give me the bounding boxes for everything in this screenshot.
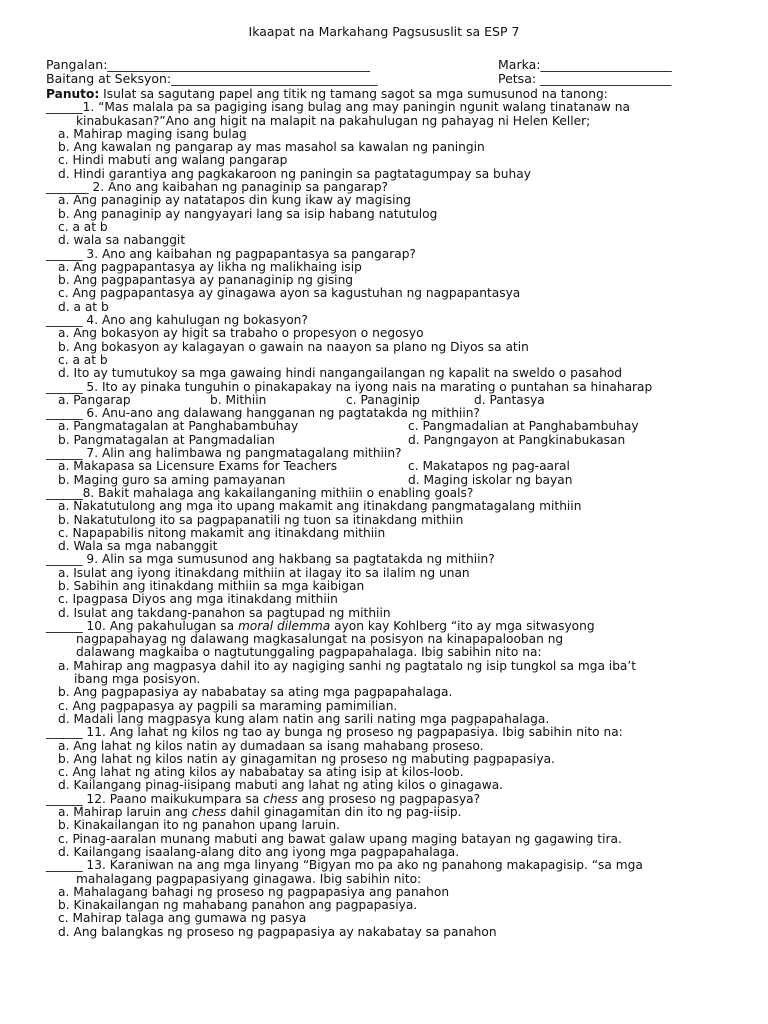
q6-option-a: a. Pangmatagalan at Panghabambuhay: [58, 419, 299, 434]
q7-option-b: b. Maging guro sa aming pamayanan: [58, 472, 286, 487]
q10-text-1: ______ 10. Ang pakahulugan sa: [46, 618, 238, 633]
question-5: ______ 5. Ito ay pinaka tunguhin o pinakapakay na iyong nais na marating o puntahan sa hinaharap: [46, 379, 653, 394]
date-field[interactable]: Petsa: _____________________: [498, 71, 672, 86]
q2-option-b: b. Ang panaginip ay nangyayari lang sa isip habang natutulog: [58, 206, 438, 221]
q12-text-1: ______ 12. Paano maikukumpara sa: [46, 791, 264, 806]
q8-option-d: d. Wala sa mga nabanggit: [58, 539, 218, 554]
q11-option-c: c. Ang lahat ng ating kilos ay nababatay sa ating isip at kilos-loob.: [58, 765, 464, 780]
question-2: _______ 2. Ano ang kaibahan ng panaginip sa pangarap?: [46, 180, 389, 195]
q9-option-b: b. Sabihin ang itinakdang mithiin sa mga kaibigan: [58, 578, 365, 593]
q12-option-a-term: chess: [191, 805, 227, 820]
q7-row-1: [46, 460, 726, 473]
q7-row-2: [46, 474, 726, 487]
question-3: ______ 3. Ano ang kaibahan ng pagpapantasya sa pangarap?: [46, 246, 416, 261]
q9-option-d: d. Isulat ang takdang-panahon sa pagtupad ng mithiin: [58, 605, 391, 620]
q3-option-c: c. Ang pagpapantasya ay ginagawa ayon sa kagustuhan ng nagpapantasya: [58, 286, 521, 301]
q4-option-b: b. Ang bokasyon ay kalagayan o gawain na naayon sa plano ng Diyos sa atin: [58, 339, 529, 354]
q6-row-1: [46, 420, 726, 433]
q12-option-a-text-1: a. Mahirap laruin ang: [58, 805, 192, 820]
q10-term: moral dilemma: [237, 618, 331, 633]
question-10: [46, 620, 726, 633]
instructions-text: Isulat sa sagutang papel ang titik ng tamang sagot sa mga sumusunod na tanong:: [99, 87, 608, 101]
q12-option-a-text-2: dahil ginagamitan din ito ng pag-iisip.: [226, 805, 462, 820]
question-6: ______ 6. Anu-ano ang dalawang hangganan ng pagtatakda ng mithiin?: [46, 406, 480, 421]
q6-option-d: d. Pangngayon at Pangkinabukasan: [408, 432, 626, 447]
q11-option-a: a. Ang lahat ng kilos natin ay dumadaan sa isang mahabang proseso.: [58, 738, 484, 753]
question-9: ______ 9. Alin sa mga sumusunod ang hakbang sa pagtatakda ng mithiin?: [46, 552, 495, 567]
q5-option-c: c. Panaginip: [346, 392, 420, 407]
q9-option-c: c. Ipagpasa Diyos ang mga itinakdang mithiin: [58, 592, 338, 607]
instructions: [46, 88, 726, 101]
q13-option-d: d. Ang balangkas ng proseso ng pagpapasiya ay nakabatay sa panahon: [58, 924, 497, 939]
q11-option-b: b. Ang lahat ng kilos natin ay ginagamitan ng proseso ng mabuting pagpapasiya.: [58, 751, 555, 766]
q9-option-a: a. Isulat ang iyong itinakdang mithiin at ilagay ito sa ilalim ng unan: [58, 565, 470, 580]
question-13-cont: mahalagang pagpapasiyang ginagawa. Ibig sabihin nito:: [76, 871, 422, 886]
q8-option-c: c. Napapabilis nitong makamit ang itinakdang mithiin: [58, 525, 386, 540]
q3-option-a: a. Ang pagpapantasya ay likha ng malikhaing isip: [58, 259, 362, 274]
q7-option-c: c. Makatapos ng pag-aaral: [408, 459, 570, 474]
q4-option-d: d. Ito ay tumutukoy sa mga gawaing hindi nangangailangan ng kapalit na sweldo o pasahod: [58, 366, 623, 381]
q10-option-a: a. Mahirap ang magpasya dahil ito ay nagiging sanhi ng pagtatalo ng isip tungkol sa mga iba’t: [58, 658, 637, 673]
question-13: ______ 13. Karaniwan na ang mga linyang “Bigyan mo pa ako ng panahong makapagisip. “sa mga: [46, 858, 643, 873]
q12-option-b: b. Kinakailangan ito ng panahon upang laruin.: [58, 818, 340, 833]
q12-option-c: c. Pinag-aaralan munang mabuti ang bawat galaw upang maging batayan ng gagawing tira.: [58, 831, 622, 846]
q7-option-d: d. Maging iskolar ng bayan: [408, 472, 573, 487]
name-field[interactable]: Pangalan:__________________________________________: [46, 57, 370, 72]
q4-option-c: c. a at b: [58, 352, 108, 367]
question-10-cont-1: nagpapahayag ng dalawang magkasalungat na posisyon na kinapapalooban ng: [76, 632, 564, 647]
q5-option-a: a. Pangarap: [58, 392, 131, 407]
q12-text-2: ang proseso ng pagpapasya?: [297, 791, 481, 806]
question-8: ______8. Bakit mahalaga ang kakailanganing mithiin o enabling goals?: [46, 485, 474, 500]
q1-option-d: d. Hindi garantiya ang pagkakaroon ng paningin sa pagtatagumpay sa buhay: [58, 166, 531, 181]
q5-options: [46, 394, 726, 407]
q4-option-a: a. Ang bokasyon ay higit sa trabaho o propesyon o negosyo: [58, 326, 424, 341]
q6-row-2: [46, 434, 726, 447]
q10-text-2: ayon kay Kohlberg “ito ay mga sitwasyong: [330, 618, 595, 633]
q11-option-d: d. Kailangang pinag-iisipang mabuti ang lahat ng ating kilos o ginagawa.: [58, 778, 504, 793]
exam-title: Ikaapat na Markahang Pagsususlit sa ESP 7: [248, 24, 520, 39]
q6-option-b: b. Pangmatagalan at Pangmadalian: [58, 432, 275, 447]
q7-option-a: a. Makapasa sa Licensure Exams for Teachers: [58, 459, 338, 474]
q10-option-a-cont-text: ibang mga posisyon.: [74, 672, 201, 687]
q12-option-a: [46, 806, 726, 819]
question-7: ______ 7. Alin ang halimbawa ng pangmatagalang mithiin?: [46, 446, 402, 461]
question-11: ______ 11. Ang lahat ng kilos ng tao ay bunga ng proseso ng pagpapasiya. Ibig sabihin nito na:: [46, 725, 623, 740]
q6-option-c: c. Pangmadalian at Panghabambuhay: [408, 419, 639, 434]
question-1-cont: kinabukasan?”Ano ang higit na malapit na pakahulugan ng pahayag ni Helen Keller;: [76, 113, 591, 128]
q13-option-b: b. Kinakailangan ng mahabang panahon ang pagpapasiya.: [58, 898, 418, 913]
q10-option-c: c. Ang pagpapasya ay pagpili sa maraming pamimilian.: [58, 698, 398, 713]
q2-option-c: c. a at b: [58, 219, 108, 234]
q10-option-d: d. Madali lang magpasya kung alam natin ang sarili nating mga pagpapahalaga.: [58, 711, 550, 726]
question-1: ______1. “Mas malala pa sa pagiging isang bulag ang may paningin ngunit walang tinatanaw na: [46, 100, 630, 115]
q2-option-d: d. wala sa nabanggit: [58, 233, 186, 248]
q12-term: chess: [263, 791, 298, 806]
q2-option-a: a. Ang panaginip ay natatapos din kung ikaw ay magising: [58, 193, 412, 208]
question-12: [46, 793, 726, 806]
q3-option-b: b. Ang pagpapantasya ay pananaginip ng gising: [58, 273, 354, 288]
q10-option-b: b. Ang pagpapasiya ay nababatay sa ating mga pagpapahalaga.: [58, 685, 453, 700]
q1-option-c: c. Hindi mabuti ang walang pangarap: [58, 153, 288, 168]
question-4: ______ 4. Ano ang kahulugan ng bokasyon?: [46, 313, 308, 328]
q8-option-b: b. Nakatutulong ito sa pagpapanatili ng tuon sa itinakdang mithiin: [58, 512, 464, 527]
q1-option-a: a. Mahirap maging isang bulag: [58, 126, 247, 141]
instructions-label: Panuto:: [46, 87, 100, 101]
q8-option-a: a. Nakatutulong ang mga ito upang makamit ang itinakdang pangmatagalang mithiin: [58, 499, 582, 514]
q5-option-d: d. Pantasya: [474, 392, 545, 407]
q13-option-c: c. Mahirap talaga ang gumawa ng pasya: [58, 911, 307, 926]
q1-option-b: b. Ang kawalan ng pangarap ay mas masahol sa kawalan ng paningin: [58, 140, 485, 155]
q5-option-b: b. Mithiin: [210, 392, 267, 407]
grade-section-field[interactable]: Baitang at Seksyon:_________________________________: [46, 71, 378, 86]
question-10-cont-2: dalawang magkaiba o nagtutunggaling pagpapahalaga. Ibig sabihin nito na:: [76, 645, 542, 660]
q13-option-a: a. Mahalagang bahagi ng proseso ng pagpapasiya ang panahon: [58, 884, 450, 899]
q12-option-d: d. Kailangang isaalang-alang dito ang iyong mga pagpapahalaga.: [58, 844, 460, 859]
q3-option-d: d. a at b: [58, 299, 109, 314]
q10-option-a-cont: [46, 673, 726, 686]
score-field[interactable]: Marka:_____________________: [498, 57, 672, 72]
questions: [46, 88, 726, 939]
